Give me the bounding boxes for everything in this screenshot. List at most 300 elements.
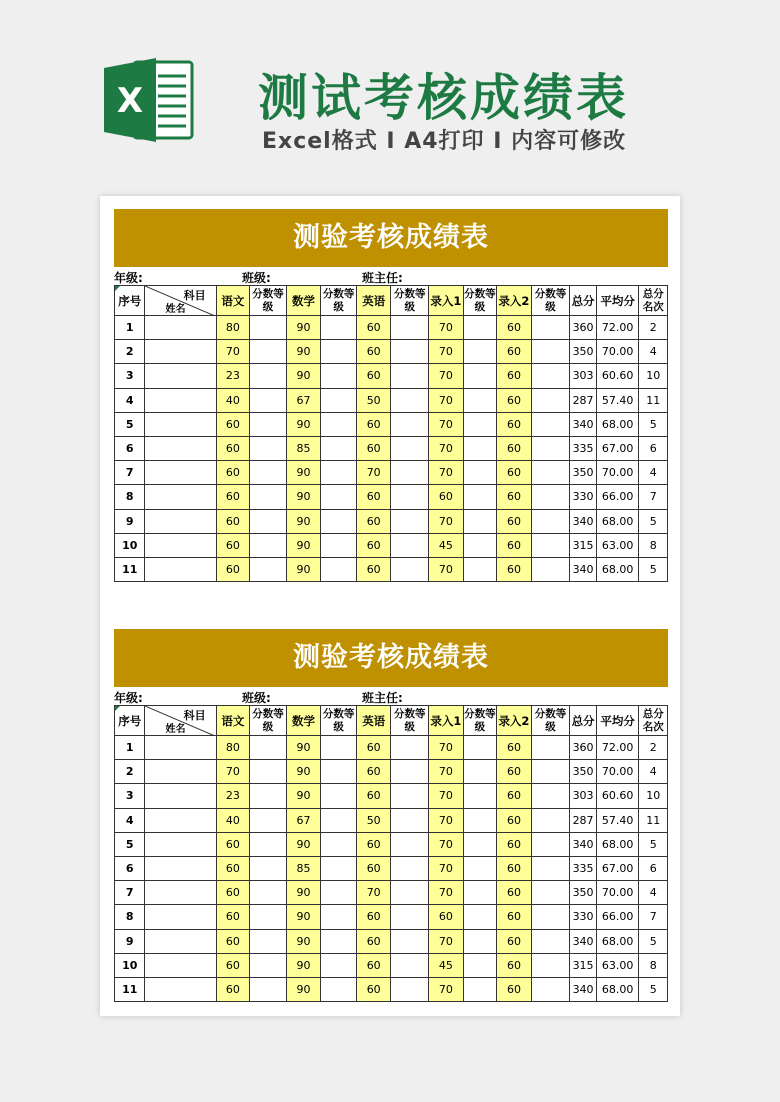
sheet-banner: 测验考核成绩表 (114, 629, 668, 687)
cell-average: 60.60 (596, 784, 639, 808)
cell-student-name[interactable] (145, 856, 216, 880)
cell-total: 335 (570, 436, 596, 460)
cell-english-level[interactable] (391, 388, 429, 412)
cell-math-level[interactable] (321, 881, 357, 905)
cell-entry1-level[interactable] (463, 832, 497, 856)
cell-rank: 4 (639, 760, 668, 784)
table-row (115, 316, 668, 340)
cell-english[interactable]: 60 (356, 557, 391, 581)
cell-rank: 10 (639, 784, 668, 808)
cell-math-level[interactable] (321, 736, 357, 760)
cell-entry2-level[interactable] (531, 808, 570, 832)
cell-english-level[interactable] (391, 977, 429, 1001)
cell-average: 63.00 (596, 953, 639, 977)
cell-student-name[interactable] (145, 364, 216, 388)
cell-math-level[interactable] (321, 953, 357, 977)
cell-english[interactable]: 60 (356, 832, 391, 856)
cell-student-name[interactable] (145, 977, 216, 1001)
cell-student-name[interactable] (145, 485, 216, 509)
table-row (115, 461, 668, 485)
cell-chinese-level[interactable] (250, 340, 287, 364)
cell-chinese-level[interactable] (250, 856, 287, 880)
cell-english-level[interactable] (391, 461, 429, 485)
cell-student-name[interactable] (145, 736, 216, 760)
cell-chinese-level[interactable] (250, 784, 287, 808)
cell-entry1-level[interactable] (463, 856, 497, 880)
cell-math-level[interactable] (321, 905, 357, 929)
cell-english-level[interactable] (391, 760, 429, 784)
page-header (0, 0, 780, 185)
cell-average: 70.00 (596, 881, 639, 905)
cell-seq: 9 (115, 509, 145, 533)
table-row (115, 856, 668, 880)
cell-math[interactable]: 90 (286, 977, 321, 1001)
cell-math-level[interactable] (321, 388, 357, 412)
cell-math-level[interactable] (321, 412, 357, 436)
cell-english[interactable]: 50 (356, 388, 391, 412)
cell-rank: 8 (639, 533, 668, 557)
cell-total: 340 (570, 929, 596, 953)
cell-entry1[interactable]: 45 (429, 533, 464, 557)
cell-entry1-level[interactable] (463, 929, 497, 953)
cell-chinese-level[interactable] (250, 760, 287, 784)
cell-entry1-level[interactable] (463, 316, 497, 340)
table-row (115, 832, 668, 856)
cell-chinese-level[interactable] (250, 808, 287, 832)
cell-entry2-level[interactable] (531, 784, 570, 808)
cell-entry2[interactable]: 60 (497, 784, 532, 808)
cell-english-level[interactable] (391, 929, 429, 953)
cell-entry1[interactable]: 70 (429, 436, 464, 460)
cell-english-level[interactable] (391, 905, 429, 929)
cell-entry2[interactable]: 60 (497, 509, 532, 533)
cell-math[interactable]: 90 (286, 509, 321, 533)
cell-entry2[interactable]: 60 (497, 485, 532, 509)
cell-entry1[interactable]: 45 (429, 953, 464, 977)
cell-chinese[interactable]: 70 (216, 760, 250, 784)
cell-chinese-level[interactable] (250, 929, 287, 953)
cell-math-level[interactable] (321, 436, 357, 460)
cell-chinese[interactable]: 23 (216, 364, 250, 388)
cell-entry1-level[interactable] (463, 412, 497, 436)
cell-math[interactable]: 85 (286, 436, 321, 460)
cell-entry2[interactable]: 60 (497, 808, 532, 832)
cell-chinese[interactable]: 60 (216, 832, 250, 856)
cell-student-name[interactable] (145, 436, 216, 460)
cell-english[interactable]: 60 (356, 977, 391, 1001)
cell-student-name[interactable] (145, 340, 216, 364)
cell-math[interactable]: 90 (286, 533, 321, 557)
cell-math[interactable]: 90 (286, 784, 321, 808)
header-rank: 总分名次 (639, 286, 668, 316)
header-entry2: 录入2 (497, 706, 532, 736)
cell-math-level[interactable] (321, 832, 357, 856)
cell-math[interactable]: 90 (286, 340, 321, 364)
cell-entry1[interactable]: 70 (429, 509, 464, 533)
cell-entry2[interactable]: 60 (497, 557, 532, 581)
cell-entry2-level[interactable] (531, 485, 570, 509)
cell-student-name[interactable] (145, 953, 216, 977)
cell-entry1-level[interactable] (463, 905, 497, 929)
cell-average: 72.00 (596, 736, 639, 760)
cell-entry2-level[interactable] (531, 557, 570, 581)
cell-chinese[interactable]: 23 (216, 784, 250, 808)
cell-math-level[interactable] (321, 929, 357, 953)
cell-entry2-level[interactable] (531, 977, 570, 1001)
cell-math-level[interactable] (321, 784, 357, 808)
cell-entry1[interactable]: 60 (429, 485, 464, 509)
cell-entry2-level[interactable] (531, 533, 570, 557)
table-row (115, 364, 668, 388)
cell-entry2[interactable]: 60 (497, 929, 532, 953)
cell-entry1[interactable]: 70 (429, 340, 464, 364)
cell-math[interactable]: 85 (286, 856, 321, 880)
cell-chinese[interactable]: 60 (216, 856, 250, 880)
cell-entry1[interactable]: 70 (429, 808, 464, 832)
cell-entry1-level[interactable] (463, 436, 497, 460)
cell-english[interactable]: 60 (356, 905, 391, 929)
cell-english[interactable]: 60 (356, 509, 391, 533)
cell-chinese-level[interactable] (250, 461, 287, 485)
cell-entry1-level[interactable] (463, 340, 497, 364)
cell-entry1-level[interactable] (463, 736, 497, 760)
cell-english-level[interactable] (391, 736, 429, 760)
cell-english[interactable]: 70 (356, 461, 391, 485)
cell-chinese[interactable]: 60 (216, 533, 250, 557)
cell-chinese-level[interactable] (250, 905, 287, 929)
cell-entry2-level[interactable] (531, 929, 570, 953)
cell-math-level[interactable] (321, 977, 357, 1001)
cell-math[interactable]: 90 (286, 736, 321, 760)
cell-math[interactable]: 90 (286, 461, 321, 485)
cell-chinese[interactable]: 80 (216, 316, 250, 340)
cell-rank: 5 (639, 977, 668, 1001)
cell-entry1[interactable]: 70 (429, 557, 464, 581)
cell-english-level[interactable] (391, 340, 429, 364)
cell-entry1[interactable]: 70 (429, 881, 464, 905)
cell-chinese-level[interactable] (250, 485, 287, 509)
cell-english[interactable]: 60 (356, 953, 391, 977)
cell-entry1[interactable]: 70 (429, 977, 464, 1001)
class-label: 班级: (242, 271, 271, 285)
cell-english[interactable]: 50 (356, 808, 391, 832)
cell-rank: 2 (639, 736, 668, 760)
cell-chinese[interactable]: 70 (216, 340, 250, 364)
cell-entry2[interactable]: 60 (497, 316, 532, 340)
cell-student-name[interactable] (145, 533, 216, 557)
cell-math-level[interactable] (321, 808, 357, 832)
cell-chinese[interactable]: 60 (216, 977, 250, 1001)
cell-total: 335 (570, 856, 596, 880)
cell-entry2[interactable]: 60 (497, 412, 532, 436)
cell-english[interactable]: 60 (356, 856, 391, 880)
cell-entry2-level[interactable] (531, 832, 570, 856)
cell-chinese[interactable]: 60 (216, 905, 250, 929)
cell-english-level[interactable] (391, 557, 429, 581)
cell-chinese-level[interactable] (250, 412, 287, 436)
cell-student-name[interactable] (145, 509, 216, 533)
cell-chinese-level[interactable] (250, 736, 287, 760)
table-row (115, 557, 668, 581)
cell-entry2[interactable]: 60 (497, 736, 532, 760)
cell-total: 340 (570, 832, 596, 856)
cell-math-level[interactable] (321, 856, 357, 880)
cell-math[interactable]: 67 (286, 808, 321, 832)
cell-rank: 11 (639, 808, 668, 832)
cell-chinese-level[interactable] (250, 953, 287, 977)
cell-chinese-level[interactable] (250, 977, 287, 1001)
cell-entry1[interactable]: 70 (429, 784, 464, 808)
sheet-meta-row (114, 267, 668, 285)
cell-chinese[interactable]: 60 (216, 953, 250, 977)
cell-seq: 1 (115, 736, 145, 760)
header-chinese: 语文 (216, 286, 250, 316)
cell-math[interactable]: 90 (286, 364, 321, 388)
cell-math-level[interactable] (321, 364, 357, 388)
cell-seq: 11 (115, 977, 145, 1001)
cell-student-name[interactable] (145, 412, 216, 436)
cell-english-level[interactable] (391, 436, 429, 460)
cell-english[interactable]: 60 (356, 784, 391, 808)
cell-english[interactable]: 60 (356, 340, 391, 364)
teacher-label: 班主任: (362, 271, 403, 285)
cell-entry1[interactable]: 70 (429, 364, 464, 388)
cell-entry2[interactable]: 60 (497, 881, 532, 905)
cell-chinese[interactable]: 60 (216, 412, 250, 436)
table-row (115, 436, 668, 460)
header-seq: 序号 (115, 286, 145, 316)
cell-english[interactable]: 60 (356, 316, 391, 340)
cell-entry1[interactable]: 70 (429, 929, 464, 953)
cell-entry1[interactable]: 70 (429, 856, 464, 880)
cell-entry2-level[interactable] (531, 905, 570, 929)
cell-chinese[interactable]: 40 (216, 388, 250, 412)
cell-entry1-level[interactable] (463, 533, 497, 557)
cell-entry2[interactable]: 60 (497, 760, 532, 784)
cell-total: 287 (570, 808, 596, 832)
cell-seq: 8 (115, 485, 145, 509)
cell-entry2[interactable]: 60 (497, 388, 532, 412)
cell-student-name[interactable] (145, 929, 216, 953)
cell-chinese-level[interactable] (250, 436, 287, 460)
cell-entry2-level[interactable] (531, 388, 570, 412)
grade-label: 年级: (114, 691, 143, 705)
cell-chinese[interactable]: 60 (216, 436, 250, 460)
score-table (114, 285, 668, 582)
cell-math[interactable]: 90 (286, 832, 321, 856)
cell-average: 60.60 (596, 364, 639, 388)
cell-entry1-level[interactable] (463, 808, 497, 832)
cell-english-level[interactable] (391, 784, 429, 808)
cell-math[interactable]: 90 (286, 316, 321, 340)
cell-entry1-level[interactable] (463, 461, 497, 485)
cell-english[interactable]: 60 (356, 485, 391, 509)
cell-english-level[interactable] (391, 316, 429, 340)
cell-entry2[interactable]: 60 (497, 364, 532, 388)
cell-entry2[interactable]: 60 (497, 977, 532, 1001)
cell-seq: 10 (115, 953, 145, 977)
cell-entry2[interactable]: 60 (497, 953, 532, 977)
cell-chinese-level[interactable] (250, 388, 287, 412)
cell-entry1-level[interactable] (463, 881, 497, 905)
header-subject: 科目 (183, 709, 206, 722)
cell-entry2-level[interactable] (531, 340, 570, 364)
cell-rank: 11 (639, 388, 668, 412)
cell-entry2[interactable]: 60 (497, 436, 532, 460)
cell-english[interactable]: 60 (356, 412, 391, 436)
cell-total: 315 (570, 533, 596, 557)
cell-entry2-level[interactable] (531, 760, 570, 784)
cell-english[interactable]: 60 (356, 364, 391, 388)
cell-entry1[interactable]: 70 (429, 316, 464, 340)
cell-entry2[interactable]: 60 (497, 340, 532, 364)
cell-math[interactable]: 90 (286, 929, 321, 953)
cell-entry2[interactable]: 60 (497, 832, 532, 856)
cell-entry2-level[interactable] (531, 856, 570, 880)
cell-chinese[interactable]: 60 (216, 461, 250, 485)
cell-math[interactable]: 90 (286, 557, 321, 581)
cell-chinese-level[interactable] (250, 316, 287, 340)
cell-entry1-level[interactable] (463, 784, 497, 808)
cell-average: 68.00 (596, 929, 639, 953)
cell-entry1-level[interactable] (463, 953, 497, 977)
header-english: 英语 (356, 706, 391, 736)
cell-english-level[interactable] (391, 953, 429, 977)
cell-entry2-level[interactable] (531, 316, 570, 340)
cell-student-name[interactable] (145, 557, 216, 581)
cell-chinese[interactable]: 60 (216, 557, 250, 581)
cell-chinese[interactable]: 60 (216, 485, 250, 509)
cell-chinese[interactable]: 60 (216, 929, 250, 953)
cell-chinese-level[interactable] (250, 881, 287, 905)
cell-total: 340 (570, 977, 596, 1001)
cell-math-level[interactable] (321, 316, 357, 340)
cell-entry2[interactable]: 60 (497, 461, 532, 485)
cell-seq: 1 (115, 316, 145, 340)
cell-entry2-level[interactable] (531, 509, 570, 533)
cell-chinese[interactable]: 40 (216, 808, 250, 832)
cell-math-level[interactable] (321, 557, 357, 581)
cell-entry1-level[interactable] (463, 364, 497, 388)
cell-entry1-level[interactable] (463, 485, 497, 509)
cell-entry2-level[interactable] (531, 953, 570, 977)
cell-total: 303 (570, 364, 596, 388)
cell-math-level[interactable] (321, 461, 357, 485)
header-name: 姓名 (165, 724, 186, 735)
cell-entry2[interactable]: 60 (497, 533, 532, 557)
cell-math-level[interactable] (321, 533, 357, 557)
cell-english-level[interactable] (391, 881, 429, 905)
cell-entry1-level[interactable] (463, 977, 497, 1001)
cell-math-level[interactable] (321, 509, 357, 533)
cell-english-level[interactable] (391, 533, 429, 557)
cell-entry2-level[interactable] (531, 364, 570, 388)
cell-student-name[interactable] (145, 760, 216, 784)
cell-entry1-level[interactable] (463, 509, 497, 533)
cell-english[interactable]: 60 (356, 533, 391, 557)
table-row (115, 929, 668, 953)
cell-english[interactable]: 60 (356, 736, 391, 760)
cell-entry1[interactable]: 70 (429, 388, 464, 412)
cell-entry1[interactable]: 70 (429, 461, 464, 485)
cell-entry2[interactable]: 60 (497, 856, 532, 880)
header-subject-name (145, 706, 216, 736)
cell-student-name[interactable] (145, 832, 216, 856)
cell-chinese-level[interactable] (250, 832, 287, 856)
cell-english[interactable]: 60 (356, 436, 391, 460)
cell-english[interactable]: 70 (356, 881, 391, 905)
cell-entry1[interactable]: 70 (429, 760, 464, 784)
cell-math-level[interactable] (321, 340, 357, 364)
cell-math[interactable]: 90 (286, 760, 321, 784)
cell-chinese[interactable]: 80 (216, 736, 250, 760)
cell-entry1[interactable]: 70 (429, 412, 464, 436)
cell-english[interactable]: 60 (356, 760, 391, 784)
cell-entry2[interactable]: 60 (497, 905, 532, 929)
score-sheet-1 (114, 209, 668, 582)
cell-entry2-level[interactable] (531, 736, 570, 760)
cell-math[interactable]: 90 (286, 412, 321, 436)
cell-entry2-level[interactable] (531, 461, 570, 485)
cell-chinese-level[interactable] (250, 509, 287, 533)
cell-math[interactable]: 67 (286, 388, 321, 412)
cell-english-level[interactable] (391, 832, 429, 856)
cell-chinese[interactable]: 60 (216, 881, 250, 905)
cell-total: 315 (570, 953, 596, 977)
cell-entry1[interactable]: 60 (429, 905, 464, 929)
cell-rank: 2 (639, 316, 668, 340)
cell-entry2-level[interactable] (531, 436, 570, 460)
cell-math-level[interactable] (321, 485, 357, 509)
cell-entry1-level[interactable] (463, 388, 497, 412)
cell-total: 340 (570, 412, 596, 436)
cell-total: 340 (570, 509, 596, 533)
cell-entry1[interactable]: 70 (429, 832, 464, 856)
cell-english-level[interactable] (391, 364, 429, 388)
cell-student-name[interactable] (145, 784, 216, 808)
cell-english-level[interactable] (391, 808, 429, 832)
cell-math-level[interactable] (321, 760, 357, 784)
cell-student-name[interactable] (145, 316, 216, 340)
cell-student-name[interactable] (145, 388, 216, 412)
cell-english-level[interactable] (391, 509, 429, 533)
cell-chinese-level[interactable] (250, 533, 287, 557)
cell-entry1[interactable]: 70 (429, 736, 464, 760)
cell-english[interactable]: 60 (356, 929, 391, 953)
cell-entry2-level[interactable] (531, 412, 570, 436)
cell-english-level[interactable] (391, 412, 429, 436)
cell-english-level[interactable] (391, 485, 429, 509)
cell-english-level[interactable] (391, 856, 429, 880)
cell-math[interactable]: 90 (286, 881, 321, 905)
cell-math[interactable]: 90 (286, 485, 321, 509)
cell-math[interactable]: 90 (286, 905, 321, 929)
cell-chinese-level[interactable] (250, 364, 287, 388)
cell-entry1-level[interactable] (463, 557, 497, 581)
cell-chinese[interactable]: 60 (216, 509, 250, 533)
cell-student-name[interactable] (145, 461, 216, 485)
cell-student-name[interactable] (145, 881, 216, 905)
cell-total: 330 (570, 485, 596, 509)
cell-student-name[interactable] (145, 808, 216, 832)
cell-chinese-level[interactable] (250, 557, 287, 581)
cell-math[interactable]: 90 (286, 953, 321, 977)
cell-entry2-level[interactable] (531, 881, 570, 905)
header-average: 平均分 (596, 706, 639, 736)
cell-entry1-level[interactable] (463, 760, 497, 784)
cell-student-name[interactable] (145, 905, 216, 929)
header-total: 总分 (570, 706, 596, 736)
